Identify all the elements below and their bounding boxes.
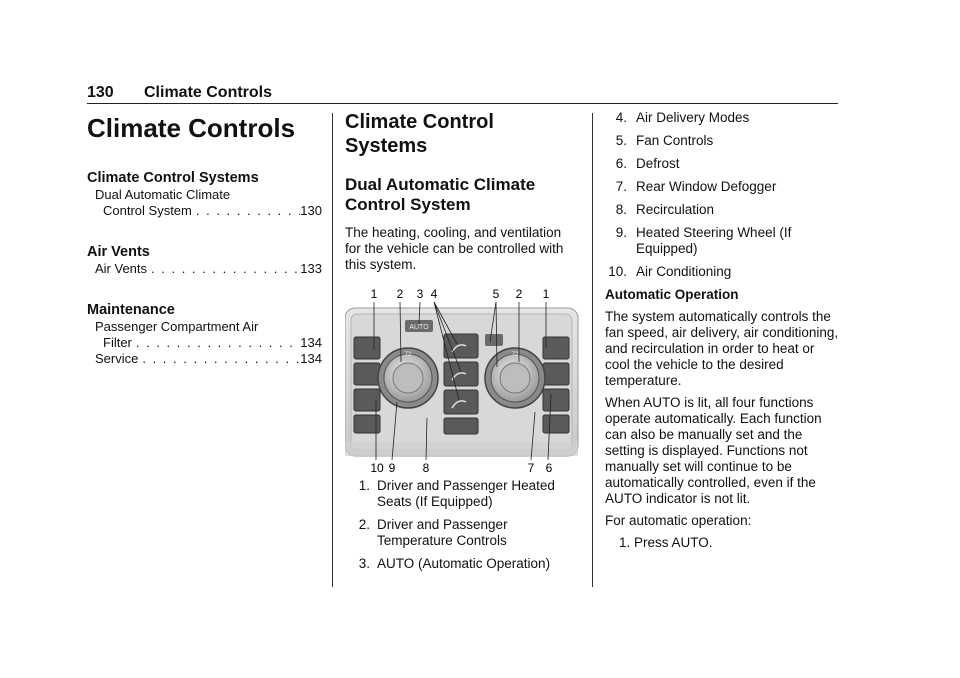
list-text: Driver and Passenger Heated Seats (If Equipped) (377, 478, 555, 509)
toc-group (87, 169, 322, 219)
temperature-readout: 72 (404, 352, 412, 358)
callout-number: 9 (388, 461, 396, 474)
list-number: 3. (358, 556, 370, 571)
main-column (345, 110, 580, 273)
list-item (605, 156, 840, 172)
figure-legend-list (352, 478, 582, 579)
callout-number: 6 (545, 461, 553, 474)
chapter-title: Climate Controls (87, 113, 296, 143)
list-item (352, 478, 582, 510)
list-number: 9. (615, 225, 627, 240)
section-title (345, 110, 580, 158)
toc-leader (132, 335, 300, 351)
body-paragraph: When AUTO is lit, all four functions operate automatically. Each function can also be manually set and the setting is displayed. Functions not manually set will continue to be automatically controlled, even if the AUTO indicator is not lit. (605, 395, 822, 506)
callout-number: 2 (515, 287, 523, 301)
page-header (87, 84, 838, 106)
subsection-title-line: Control System (345, 195, 471, 214)
callout-number: 3 (416, 287, 424, 301)
toc-entry[interactable] (87, 351, 322, 367)
toc-heading: Maintenance (87, 302, 175, 318)
list-item (605, 133, 840, 149)
list-item (605, 179, 840, 195)
list-text: Driver and Passenger Temperature Controls (377, 517, 508, 548)
list-text: Air Conditioning (636, 264, 732, 279)
climate-panel-figure (345, 282, 580, 474)
toc-column (87, 113, 322, 367)
callout-number: 8 (422, 461, 430, 474)
list-item (605, 110, 840, 126)
toc-group (87, 301, 322, 367)
body-paragraph: For automatic operation: (605, 513, 752, 528)
list-text: Fan Controls (636, 133, 714, 148)
list-number: 6. (615, 156, 627, 171)
toc-heading: Climate Control Systems (87, 170, 259, 186)
toc-page: 133 (300, 261, 322, 276)
list-item (352, 517, 582, 549)
callout-number: 1 (370, 287, 378, 301)
list-number: 1. (358, 478, 370, 493)
header-rule (87, 103, 838, 104)
toc-entry-line: Passenger Compartment Air (95, 319, 259, 334)
column-divider-right (592, 113, 593, 587)
right-column (605, 110, 840, 551)
climate-panel-illustration (345, 282, 580, 474)
step-item: 1. Press AUTO. (619, 535, 713, 550)
list-item (352, 556, 582, 572)
toc-entry-line: Dual Automatic Climate (95, 187, 231, 202)
toc-page: 130 (300, 203, 322, 218)
list-number: 7. (615, 179, 627, 194)
list-text: AUTO (Automatic Operation) (377, 556, 551, 571)
toc-page: 134 (300, 335, 322, 350)
toc-leader (147, 261, 300, 277)
toc-group (87, 243, 322, 277)
header-title: Climate Controls (144, 84, 273, 101)
callout-number: 2 (396, 287, 404, 301)
callout-number: 5 (492, 287, 500, 301)
list-item (605, 264, 840, 280)
callout-number: 10 (370, 461, 384, 474)
callout-number: 7 (527, 461, 535, 474)
list-text: Heated Steering Wheel (If Equipped) (636, 225, 792, 256)
list-text: Air Delivery Modes (636, 110, 750, 125)
list-number: 10. (608, 264, 627, 279)
callout-number: 1 (542, 287, 550, 301)
toc-entry-label: Service (95, 351, 139, 366)
toc-page: 134 (300, 351, 322, 366)
list-item (605, 202, 840, 218)
toc-heading: Air Vents (87, 244, 150, 260)
column-divider-left (332, 113, 333, 587)
list-text: Recirculation (636, 202, 715, 217)
callout-number: 4 (430, 287, 438, 301)
list-number: 2. (358, 517, 370, 532)
list-number: 4. (615, 110, 627, 125)
body-paragraph: The system automatically controls the fan speed, air delivery, air conditioning, and recirculation in order to heat or cool the vehicle to the desired temperature. (605, 309, 839, 388)
toc-leader (138, 351, 300, 367)
list-text: Rear Window Defogger (636, 179, 777, 194)
intro-paragraph: The heating, cooling, and ventilation for the vehicle can be controlled with this system. (345, 225, 564, 272)
section-title-line: Systems (345, 135, 428, 157)
auto-label: AUTO (409, 324, 429, 331)
toc-entry-label: Filter (103, 335, 132, 350)
list-text: Defrost (636, 156, 680, 171)
toc-entry-label: Air Vents (95, 261, 148, 276)
subsection-title (345, 175, 580, 215)
section-title-line: Climate Control (345, 111, 494, 133)
list-number: 5. (615, 133, 627, 148)
list-number: 8. (615, 202, 627, 217)
auto-operation-heading: Automatic Operation (605, 287, 739, 302)
page-number: 130 (87, 84, 114, 101)
toc-entry-label: Control System (103, 203, 192, 218)
subsection-title-line: Dual Automatic Climate (345, 175, 536, 194)
toc-entry[interactable] (87, 261, 322, 277)
toc-leader (192, 203, 300, 219)
toc-entry[interactable] (87, 187, 322, 219)
toc-entry[interactable] (87, 319, 322, 351)
temperature-readout: 72 (511, 352, 519, 358)
list-item (605, 225, 840, 257)
